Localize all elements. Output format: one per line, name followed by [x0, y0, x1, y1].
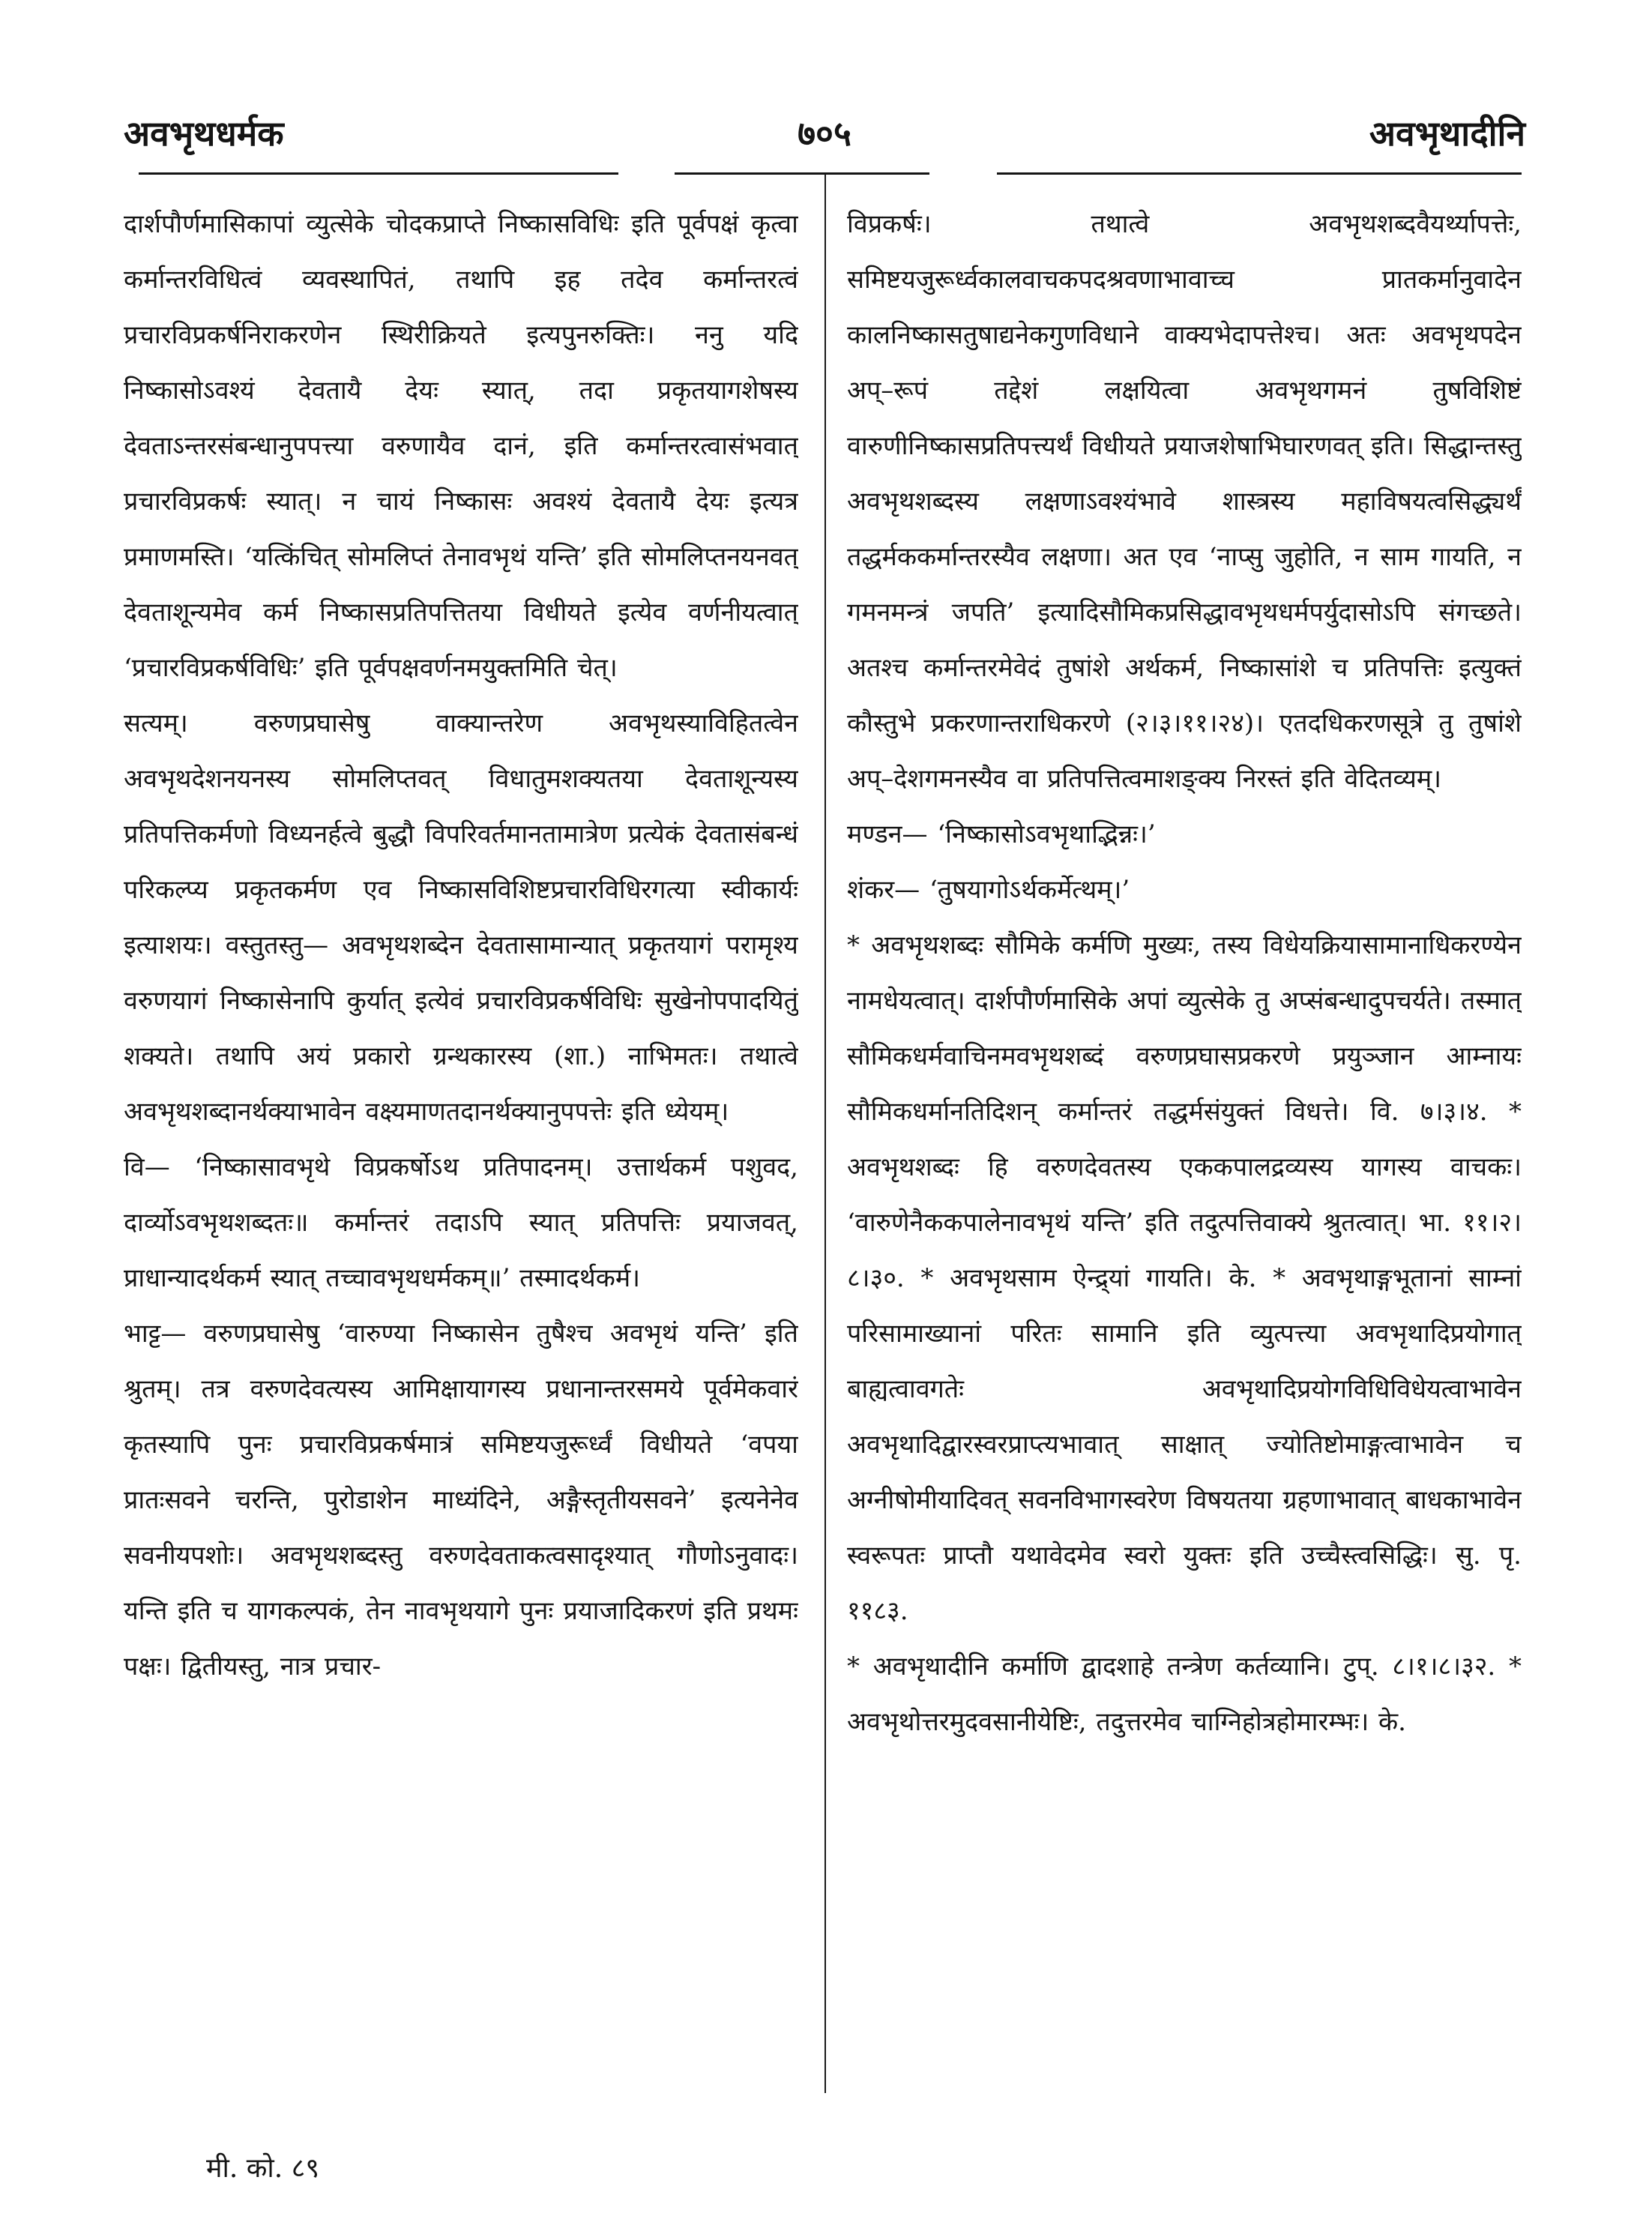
column-divider [825, 174, 826, 2093]
right-column [847, 196, 1522, 2116]
left-column [124, 196, 798, 2116]
header-rule-center [675, 172, 929, 175]
left-paragraph-3: वि— ‘निष्कासावभृथे विप्रकर्षोऽथ प्रतिपादनम्। उत्तार्थकर्म पशुवद, दार्व्योऽवभृथशब्दतः॥ कर्मान्तरं तदाऽपि स्यात् प्रतिपत्तिः प्रयाजवत्, प्राधान्यादर्थकर्म स्यात् तच्चावभृथधर्मकम्॥’ तस्मादर्थकर्म। [124, 1152, 798, 1293]
page-number: ७०५ [798, 113, 851, 154]
page-header [124, 109, 1525, 169]
left-paragraph-4: भाट्ट— वरुणप्रघासेषु ‘वारुण्या निष्कासेन तुषैश्च अवभृथं यन्ति’ इति श्रुतम्। तत्र वरुणदेवत्यस्य आमिक्षायागस्य प्रधानान्तरसमये पूर्वमेकवारं कृतस्यापि पुनः प्रचारविप्रकर्षमात्रं समिष्टयजुरूर्ध्वं विधीयते ‘वपया प्रातःसवने चरन्ति, पुरोडाशेन माध्यंदिने, अङ्गैस्तृतीयसवने’ इत्यनेनेव सवनीयपशोः। अवभृथशब्दस्तु वरुणदेवताकत्वसादृश्यात् गौणोऽनुवादः। यन्ति इति च यागकल्पकं, तेन नावभृथयागे पुनः प्रयाजादिकरणं इति प्रथमः पक्षः। द्वितीयस्तु, नात्र प्रचार- [124, 1319, 798, 1681]
right-paragraph-3: शंकर— ‘तुषयागोऽर्थकर्मेत्थम्।’ [847, 875, 1130, 905]
left-paragraph-1: दार्शपौर्णमासिकापां व्युत्सेके चोदकप्राप्ते निष्कासविधिः इति पूर्वपक्षं कृत्वा कर्मान्तरविधित्वं व्यवस्थापितं, तथापि इह तदेव कर्मान्तरत्वं प्रचारविप्रकर्षनिराकरणेन स्थिरीक्रियते इत्यपुनरुक्तिः। ननु यदि निष्कासोऽवश्यं देवतायै देयः स्यात्, तदा प्रकृतयागशेषस्य देवताऽन्तरसंबन्धानुपपत्त्या वरुणायैव दानं, इति कर्मान्तरत्वासंभवात् प्रचारविप्रकर्षः स्यात्। न चायं निष्कासः अवश्यं देवतायै देयः इत्यत्र प्रमाणमस्ति। ‘यत्किंचित् सोमलिप्तं तेनावभृथं यन्ति’ इति सोमलिप्तनयनवत् देवताशून्यमेव कर्म निष्कासप्रतिपत्तितया विधीयते इत्येव वर्णनीयत्वात् ‘प्रचारविप्रकर्षविधिः’ इति पूर्वपक्षवर्णनमयुक्तमिति चेत्। [124, 209, 798, 683]
header-rule-left [139, 172, 618, 175]
left-paragraph-2: सत्यम्। वरुणप्रघासेषु वाक्यान्तरेण अवभृथस्याविहितत्वेन अवभृथदेशनयनस्य सोमलिप्तवत् विधातुमशक्यतया देवताशून्यस्य प्रतिपत्तिकर्मणो विध्यनर्हत्वे बुद्धौ विपरिवर्तमानतामात्रेण प्रत्येकं देवतासंबन्धं परिकल्प्य प्रकृतकर्मण एव निष्कासविशिष्टप्रचारविधिरगत्या स्वीकार्यः इत्याशयः। वस्तुतस्तु— अवभृथशब्देन देवतासामान्यात् प्रकृतयागं परामृश्य वरुणयागं निष्कासेनापि कुर्यात् इत्येवं प्रचारविप्रकर्षविधिः सुखेनोपपादयितुं शक्यते। तथापि अयं प्रकारो ग्रन्थकारस्य (शा.) नाभिमतः। तथात्वे अवभृथशब्दानर्थक्याभावेन वक्ष्यमाणतदानर्थक्यानुपपत्तेः इति ध्येयम्। [124, 708, 798, 1127]
right-paragraph-4: * अवभृथशब्दः सौमिके कर्मणि मुख्यः, तस्य विधेयक्रियासामानाधिकरण्येन नामधेयत्वात्। दार्शपौर्णमासिके अपां व्युत्सेके तु अप्संबन्धादुपचर्यते। तस्मात् सौमिकधर्मवाचिनमवभृथशब्दं वरुणप्रघासप्रकरणे प्रयुञ्जान आम्नायः सौमिकधर्मानतिदिशन् कर्मान्तरं तद्धर्मसंयुक्तं विधत्ते। वि. ७।३।४. * अवभृथशब्दः हि वरुणदेवतस्य एककपालद्रव्यस्य यागस्य वाचकः। ‘वारुणेनैककपालेनावभृथं यन्ति’ इति तदुत्पत्तिवाक्ये श्रुतत्वात्। भा. ११।२।८।३०. * अवभृथसाम ऐन्द्र्यां गायति। के. * अवभृथाङ्गभूतानां साम्नां परिसामाख्यानां परितः सामानि इति व्युत्पत्त्या अवभृथादिप्रयोगात् बाह्यत्वावगतेः अवभृथादिप्रयोगविधिविधेयत्वाभावेन अवभृथादिद्वारस्वरप्राप्त्यभावात् साक्षात् ज्योतिष्टोमाङ्गत्वाभावेन च अग्नीषोमीयादिवत् सवनविभागस्वरेण विषयतया ग्रहणाभावात् बाधकाभावेन स्वरूपतः प्राप्तौ यथावेदमेव स्वरो युक्तः इति उच्चैस्त्वसिद्धिः। सु. पृ. ११८३. [847, 930, 1522, 1626]
right-paragraph-2: मण्डन— ‘निष्कासोऽवभृथाद्भिन्नः।’ [847, 819, 1156, 849]
right-paragraph-5: * अवभृथादीनि कर्माणि द्वादशाहे तन्त्रेण कर्तव्यानि। टुप्. ८।१।८।३२. * अवभृथोत्तरमुदवसानीयेष्टिः, तदुत्तरमेव चाग्निहोत्रहोमारम्भः। के. [847, 1652, 1522, 1737]
running-head-left: अवभृथधर्मक [124, 113, 284, 154]
right-paragraph-1: विप्रकर्षः। तथात्वे अवभृथशब्दवैयर्थ्यापत्तेः, समिष्टयजुरूर्ध्वकालवाचकपदश्रवणाभावाच्च प्रातकर्मानुवादेन कालनिष्कासतुषाद्यनेकगुणविधाने वाक्यभेदापत्तेश्च। अतः अवभृथपदेन अप्–रूपं तद्देशं लक्षयित्वा अवभृथगमनं तुषविशिष्टं वारुणीनिष्कासप्रतिपत्त्यर्थं विधीयते प्रयाजशेषाभिघारणवत् इति। सिद्धान्तस्तु अवभृथशब्दस्य लक्षणाऽवश्यंभावे शास्त्रस्य महाविषयत्वसिद्ध्यर्थं तद्धर्मककर्मान्तरस्यैव लक्षणा। अत एव ‘नाप्सु जुहोति, न साम गायति, न गमनमन्त्रं जपति’ इत्यादिसौमिकप्रसिद्धावभृथधर्मपर्युदासोऽपि संगच्छते। अतश्च कर्मान्तरमेवेदं तुषांशे अर्थकर्म, निष्कासांशे च प्रतिपत्तिः इत्युक्तं कौस्तुभे प्रकरणान्तराधिकरणे (२।३।११।२४)। एतदधिकरणसूत्रे तु तुषांशे अप्–देशगमनस्यैव वा प्रतिपत्तित्वमाशङ्क्य निरस्तं इति वेदितव्यम्। [847, 209, 1522, 794]
signature-mark: मी. को. ८९ [206, 2153, 320, 2184]
header-rule-right [997, 172, 1522, 175]
running-head-right: अवभृथादीनि [1369, 113, 1525, 154]
